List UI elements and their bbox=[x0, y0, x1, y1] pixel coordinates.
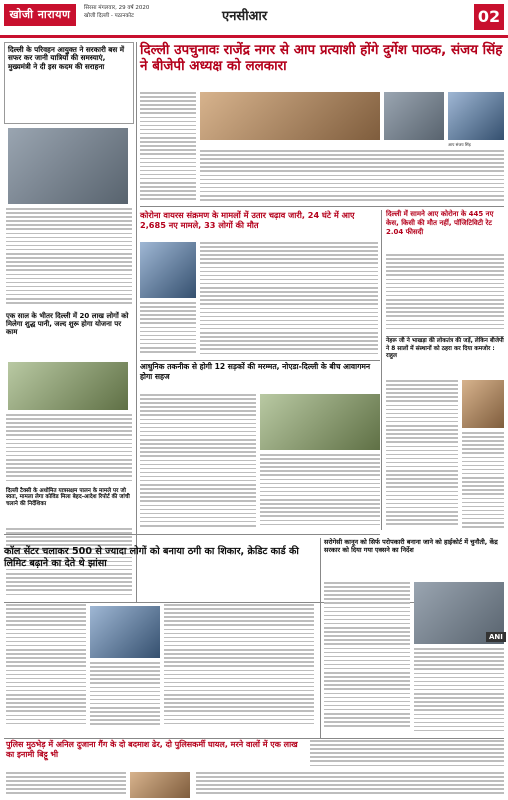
lead-headline: दिल्ली उपचुनावः राजेंद्र नगर से आप प्रत्याशी होंगे दुर्गेश पाठक, संजय सिंह ने बीजेपी अध्यक्ष को ललकारा bbox=[140, 42, 503, 74]
article-body bbox=[324, 582, 410, 736]
article-body bbox=[260, 454, 380, 532]
article-body bbox=[140, 302, 196, 358]
horizontal-rule bbox=[140, 206, 504, 207]
article-police bbox=[6, 740, 306, 770]
article-callcenter bbox=[4, 546, 316, 598]
photo-arrest bbox=[90, 606, 160, 658]
article-headline: पुलिस मुठभेड़ में अनिल दुजाना गैंग के दो बदमाश ढेर, दो पुलिसकर्मी घायल, मरने वालों में एक लाख का इनामी बिट्टू भी bbox=[6, 740, 298, 759]
article-body bbox=[414, 648, 504, 736]
photo-bus bbox=[8, 128, 128, 204]
horizontal-rule bbox=[4, 738, 504, 739]
dateline bbox=[84, 4, 149, 20]
article-taxi bbox=[6, 488, 132, 524]
photo-aap-leaders bbox=[200, 92, 380, 140]
article-body bbox=[164, 604, 314, 732]
article-headline: कॉल सेंटर चलाकर 500 से ज्यादा लोगों को बनाया ठगी का शिकार, क्रेडिट कार्ड की लिमिट बढ़ाने का देते थे झांसा bbox=[4, 546, 299, 569]
article-headline: सरोगेसी कानून को सिर्फ परोपकारी बनाना जाने को हाईकोर्ट में चुनौती, केंद्र सरकार को दिया गया एक्सने का निर्देश bbox=[324, 538, 498, 555]
article-body bbox=[462, 432, 504, 530]
dateline-date: सिरसा मंगलवार, 29 वर्ष 2020 bbox=[84, 5, 150, 11]
column-divider bbox=[136, 42, 137, 602]
ani-credit: ANI bbox=[486, 632, 506, 642]
article-headline: दिल्ली टैक्सी के अधोमित यात्रसक्षम पालन के मामले पर जो स्वतः, मामला लेगा कोविड मिला बेहद-आदेश रिपोर्ट की जांची चलाने की निर्देशिका bbox=[6, 488, 130, 507]
article-headline: कोरोना वायरस संक्रमण के मामलों में उतार चढ़ाव जारी, 24 घंटे में आए 2,685 नए मामले, 33 लोगों की मौत bbox=[140, 210, 355, 230]
photo-caption: आप संजय सिंह bbox=[448, 142, 471, 147]
article-body bbox=[200, 150, 504, 204]
section-title: एनसीआर bbox=[222, 8, 268, 23]
article-headline: आधुनिक तकनीक से होगी 12 सड़कों की मरम्मत, नोएडा-दिल्ली के बीच आवागमन होगा सहज bbox=[140, 362, 371, 381]
column-divider bbox=[381, 210, 382, 530]
masthead bbox=[0, 0, 508, 38]
photo-sanjay bbox=[448, 92, 504, 140]
article-body bbox=[196, 772, 504, 798]
article-body bbox=[6, 414, 132, 484]
article-headline: दिल्ली में सामने आए कोरोना के 445 नए केस, किसी की मौत नहीं, पॉजिटिविटी रेट 2.04 फीसदी bbox=[386, 210, 494, 236]
article-transport bbox=[4, 42, 134, 124]
article-body bbox=[140, 394, 256, 532]
article-water bbox=[6, 312, 132, 358]
article-headline: दिल्ली के परिवहन आयुक्त ने सरकारी बस में सफर कर जानी यात्रियों की समस्याएं, मुख्यमंत्री ने दी इस कदम की सराहना bbox=[8, 45, 125, 71]
article-body bbox=[200, 242, 378, 358]
article-body bbox=[6, 604, 86, 732]
article-body bbox=[310, 740, 504, 770]
lead-article bbox=[140, 42, 504, 88]
article-body bbox=[6, 772, 126, 798]
article-highcourt bbox=[324, 538, 504, 578]
article-corona bbox=[140, 210, 378, 240]
photo-rahul bbox=[462, 380, 504, 428]
photo-road bbox=[260, 394, 380, 450]
article-headline: एक साल के भीतर दिल्ली में 20 लाख लोगों को मिलेगा शुद्ध पानी, जल्द शुरू होगा योजना पर काम bbox=[6, 312, 129, 337]
horizontal-rule bbox=[4, 534, 380, 535]
article-body bbox=[386, 380, 458, 530]
article-rahul bbox=[386, 338, 504, 378]
photo-police bbox=[130, 772, 190, 798]
horizontal-rule bbox=[386, 336, 504, 337]
article-headline: नेहरू जी ने भाखड़ा की लोकतंत्र की जड़ें, लेकिन बीजेपी ने 8 सालों में संस्थानों को ठहरा कर दिया कमजोर : राहुल bbox=[386, 338, 504, 360]
article-body bbox=[386, 254, 504, 334]
photo-durgesh bbox=[384, 92, 444, 140]
horizontal-rule bbox=[140, 360, 380, 361]
article-roads bbox=[140, 362, 380, 392]
photo-water bbox=[8, 362, 128, 410]
article-body bbox=[90, 662, 160, 732]
page-number: 02 bbox=[474, 4, 504, 30]
newspaper-logo: खोजी नारायण bbox=[4, 4, 76, 26]
photo-corona bbox=[140, 242, 196, 298]
column-divider bbox=[320, 538, 321, 738]
article-delhi-covid bbox=[386, 210, 504, 250]
article-body bbox=[140, 92, 196, 204]
article-body bbox=[6, 208, 132, 308]
dateline-edition: खोजी दिल्ली - पठानकोट bbox=[84, 13, 134, 19]
